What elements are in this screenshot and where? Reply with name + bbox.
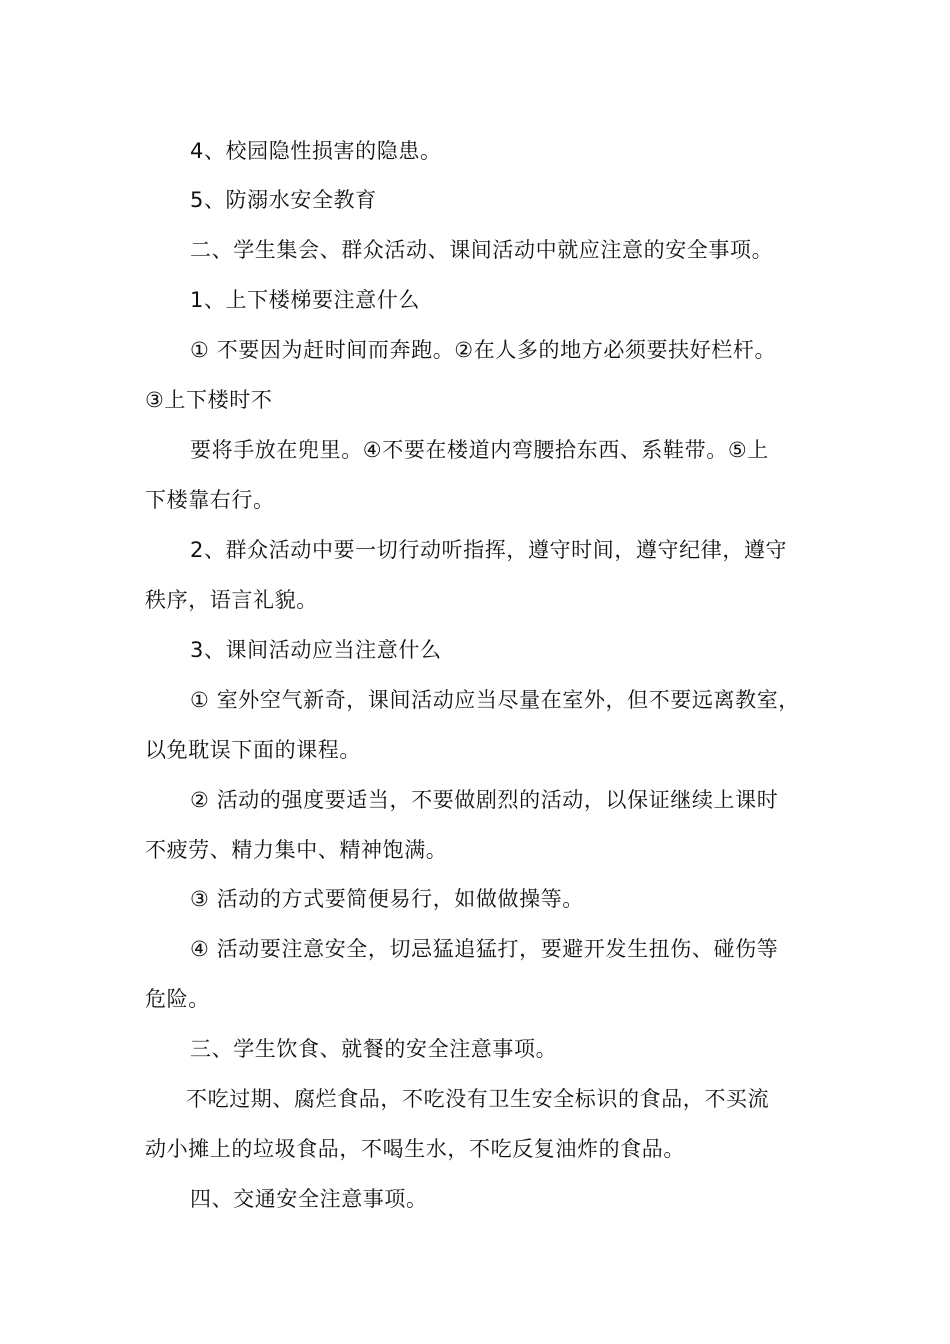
section-heading: 二、学生集会、群众活动、课间活动中就应注意的安全事项。 xyxy=(190,238,774,262)
text-line: 5、防溺水安全教育 xyxy=(190,188,377,212)
text-line: ③ 活动的方式要简便易行，如做做操等。 xyxy=(190,887,584,911)
text-line: 下楼靠右行。 xyxy=(145,488,275,512)
text-line: ① 不要因为赶时间而奔跑。②在人多的地方必须要扶好栏杆。 xyxy=(190,338,777,362)
text-line: 动小摊上的垃圾食品，不喝生水，不吃反复油炸的食品。 xyxy=(145,1137,685,1161)
text-line: 不吃过期、腐烂食品，不吃没有卫生安全标识的食品，不买流 xyxy=(186,1087,770,1111)
text-line: 危险。 xyxy=(145,987,210,1011)
text-line: 秩序，语言礼貌。 xyxy=(145,588,318,612)
section-heading: 四、交通安全注意事项。 xyxy=(190,1187,428,1211)
text-line: ① 室外空气新奇，课间活动应当尽量在室外，但不要远离教室， xyxy=(190,688,800,712)
text-line: ④ 活动要注意安全，切忌猛追猛打，要避开发生扭伤、碰伤等 xyxy=(190,937,779,961)
text-line: 2、群众活动中要一切行动听指挥，遵守时间，遵守纪律，遵守 xyxy=(190,538,788,562)
text-line: ② 活动的强度要适当，不要做剧烈的活动，以保证继续上课时 xyxy=(190,788,779,812)
section-heading: 三、学生饮食、就餐的安全注意事项。 xyxy=(190,1037,558,1061)
text-line: 1、上下楼梯要注意什么 xyxy=(190,288,420,312)
text-line: ③上下楼时不 xyxy=(145,388,273,412)
text-line: 要将手放在兜里。④不要在楼道内弯腰拾东西、系鞋带。⑤上 xyxy=(190,438,769,462)
text-line: 4、校园隐性损害的隐患。 xyxy=(190,139,442,163)
text-line: 3、课间活动应当注意什么 xyxy=(190,638,442,662)
text-line: 以免耽误下面的课程。 xyxy=(145,738,361,762)
text-line: 不疲劳、精力集中、精神饱满。 xyxy=(145,838,448,862)
